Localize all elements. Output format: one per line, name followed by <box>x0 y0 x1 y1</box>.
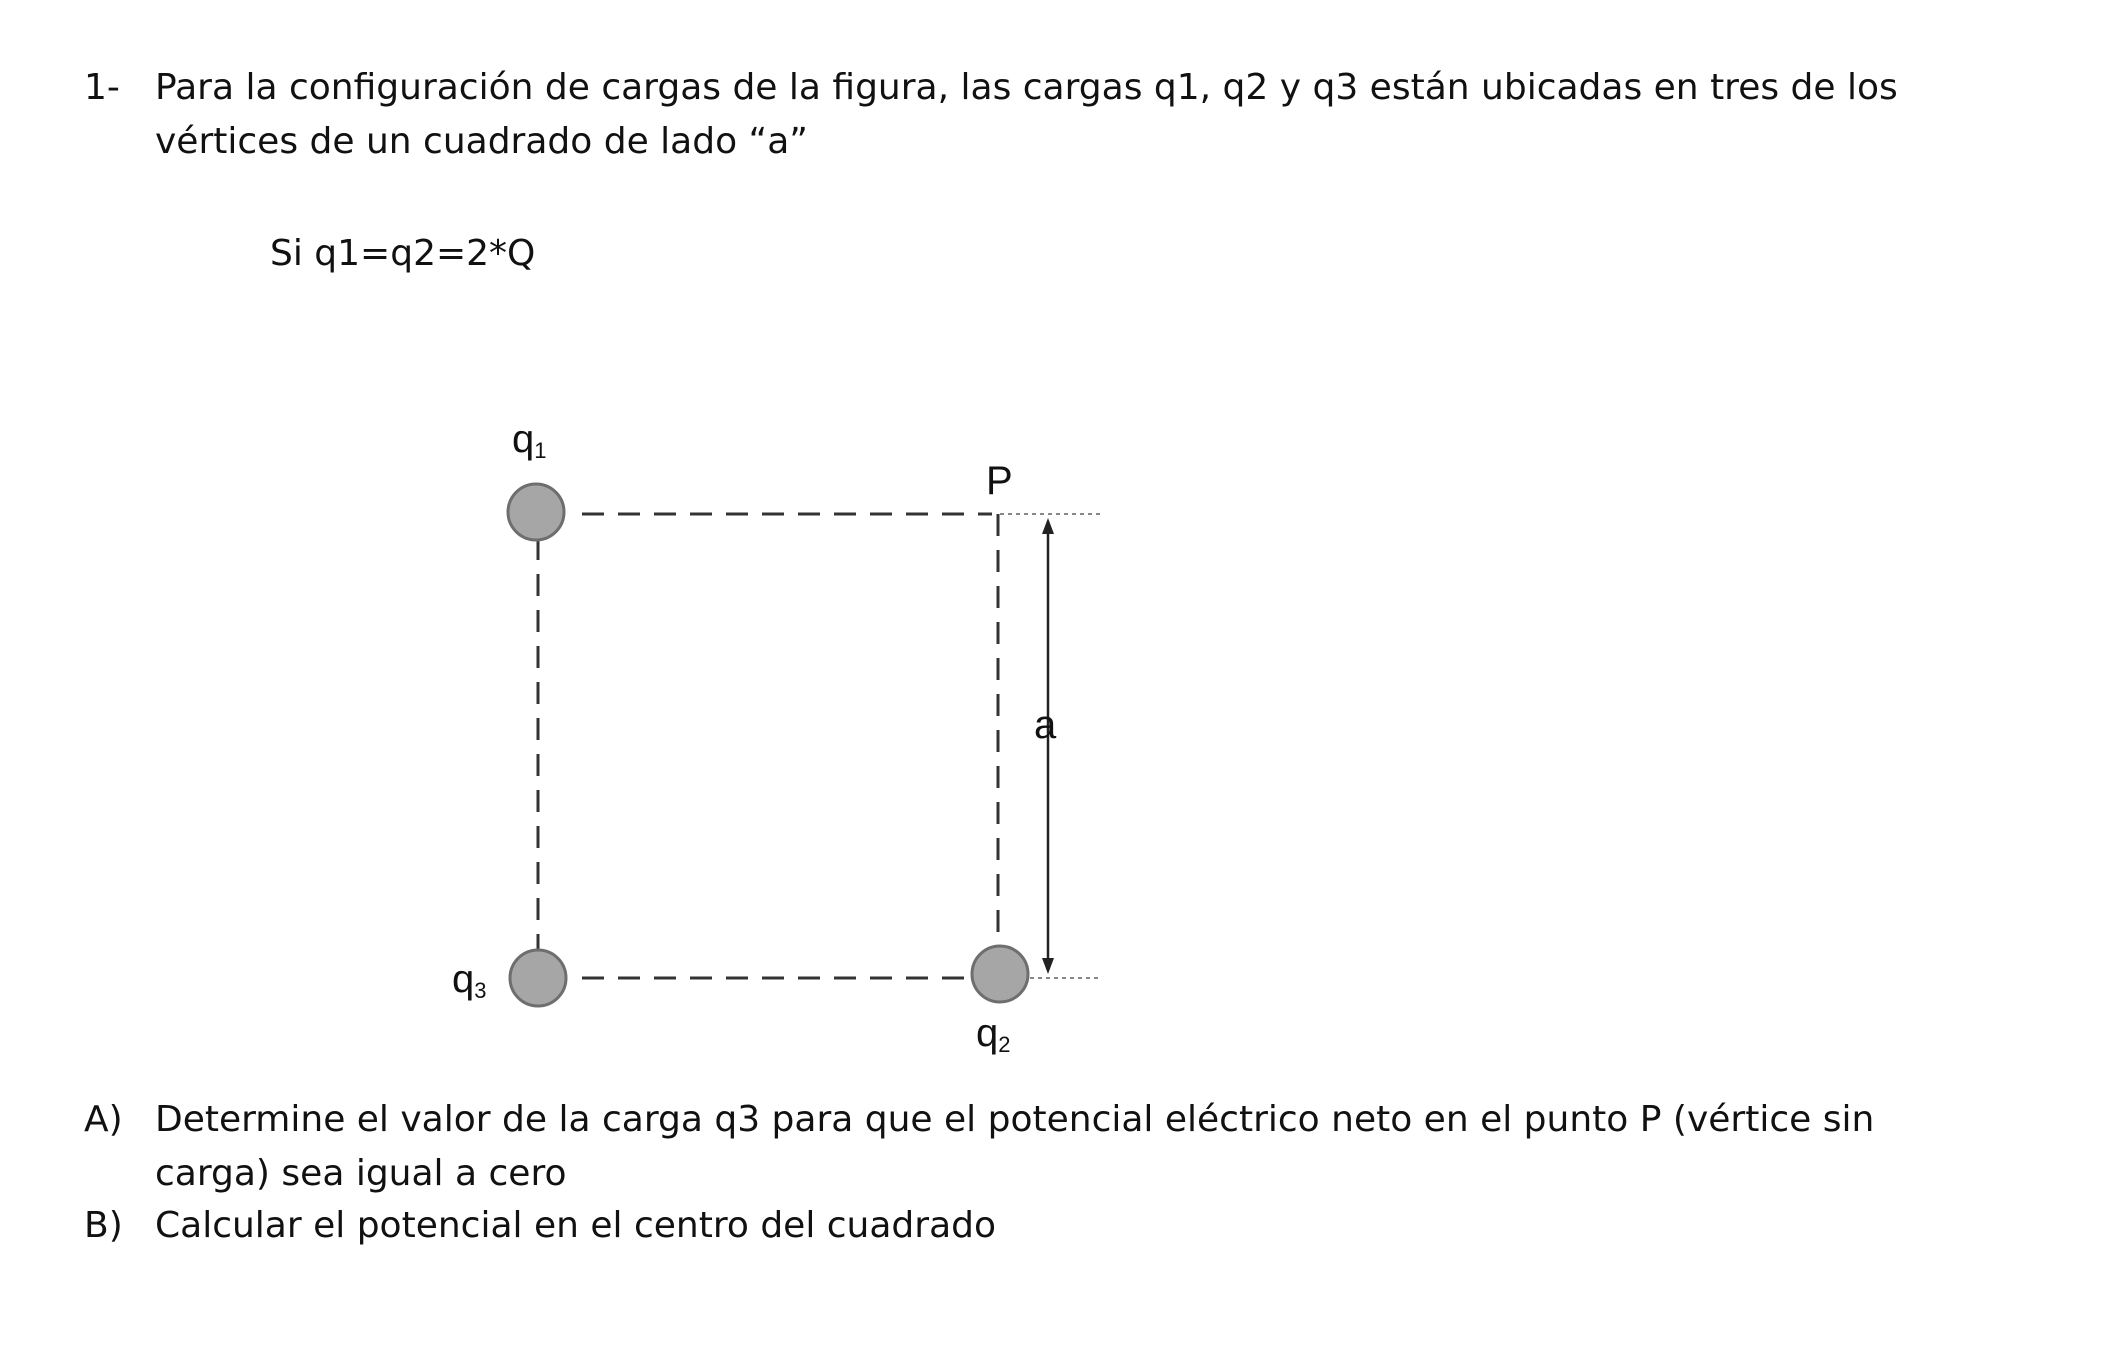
question-a-line2: carga) sea igual a cero <box>155 1153 567 1194</box>
question-a-marker: A) <box>84 1099 123 1140</box>
dimension-arrow-bottom <box>1042 958 1054 974</box>
q3-label <box>452 957 487 1003</box>
charge-q2 <box>972 946 1028 1002</box>
problem-statement-line2: vértices de un cuadrado de lado “a” <box>155 121 808 162</box>
problem-condition: Si q1=q2=2*Q <box>270 233 536 274</box>
q2-label-base: q <box>976 1011 999 1055</box>
q1-label-sub: 1 <box>534 438 547 463</box>
q3-label-sub: 3 <box>474 978 487 1003</box>
p-label: P <box>986 459 1013 503</box>
question-b-line1: Calcular el potencial en el centro del cuadrado <box>155 1205 997 1246</box>
q1-label <box>512 417 547 463</box>
q2-label <box>976 1011 1011 1057</box>
q1-label-base: q <box>512 417 535 461</box>
question-a-line1: Determine el valor de la carga q3 para que el potencial eléctrico neto en el punto P (vértice sin <box>155 1099 1875 1140</box>
q3-label-base: q <box>452 957 475 1001</box>
question-b-marker: B) <box>84 1205 123 1246</box>
problem-statement-line1: Para la configuración de cargas de la figura, las cargas q1, q2 y q3 están ubicadas en tres de los <box>155 67 1898 108</box>
charge-q1 <box>508 484 564 540</box>
q2-label-sub: 2 <box>998 1032 1011 1057</box>
problem-number: 1- <box>84 67 120 108</box>
dimension-arrow-top <box>1042 518 1054 534</box>
side-a-label: a <box>1034 703 1057 747</box>
charge-q3 <box>510 950 566 1006</box>
